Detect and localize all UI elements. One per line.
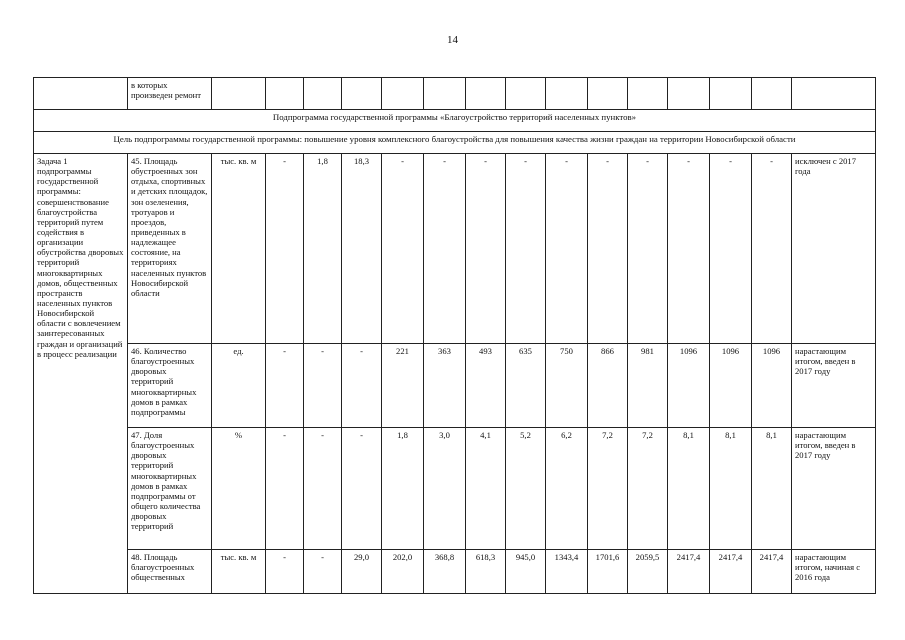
- note-cell: нарастающим итогом, начиная с 2016 года: [792, 550, 876, 594]
- value-cell: 5,2: [506, 428, 546, 550]
- value-cell: -: [588, 154, 628, 344]
- value-cell: -: [710, 154, 752, 344]
- value-cell: 8,1: [668, 428, 710, 550]
- value-cell: -: [466, 154, 506, 344]
- value-cell: 3,0: [424, 428, 466, 550]
- subprogram-title: Подпрограмма государственной программы «Благоустройство территорий населенных пунктов»: [34, 110, 876, 132]
- note-cell: нарастающим итогом, введен в 2017 году: [792, 428, 876, 550]
- value-cell: 618,3: [466, 550, 506, 594]
- value-cell: 8,1: [710, 428, 752, 550]
- value-cell: 1,8: [304, 154, 342, 344]
- value-cell: 368,8: [424, 550, 466, 594]
- value-cell: 202,0: [382, 550, 424, 594]
- value-cell: -: [304, 550, 342, 594]
- unit-cell: тыс. кв. м: [212, 550, 266, 594]
- subprogram-title-row: [34, 110, 876, 132]
- value-cell: 945,0: [506, 550, 546, 594]
- unit-cell: %: [212, 428, 266, 550]
- unit-cell: тыс. кв. м: [212, 154, 266, 344]
- value-cell: 493: [466, 344, 506, 428]
- value-cell: -: [266, 344, 304, 428]
- value-cell: 2417,4: [668, 550, 710, 594]
- value-cell: 29,0: [342, 550, 382, 594]
- value-cell: 981: [628, 344, 668, 428]
- empty-cell: [34, 78, 128, 110]
- indicator-cell: в которых произведен ремонт: [128, 78, 212, 110]
- value-cell: 1096: [668, 344, 710, 428]
- value-cell: 1096: [710, 344, 752, 428]
- value-cell: 1096: [752, 344, 792, 428]
- table-row: [34, 550, 876, 594]
- value-cell: -: [506, 154, 546, 344]
- table-row: [34, 78, 876, 110]
- value-cell: -: [304, 344, 342, 428]
- note-cell: исключен с 2017 года: [792, 154, 876, 344]
- value-cell: -: [628, 154, 668, 344]
- value-cell: -: [382, 154, 424, 344]
- indicator-cell: 48. Площадь благоустроенных общественных: [128, 550, 212, 594]
- task-cell: Задача 1 подпрограммы государственной программы: совершенствование благоустройства территорий путем содействия в организации обустройства дворовых территорий многоквартирных домов, общественных пространств населенных пунктов Новосибирской области с вовлечением заинтересованных граждан и организаций в процесс реализации: [34, 154, 128, 594]
- table-row: [34, 428, 876, 550]
- value-cell: -: [546, 154, 588, 344]
- value-cell: 1,8: [382, 428, 424, 550]
- value-cell: 1343,4: [546, 550, 588, 594]
- value-cell: 18,3: [342, 154, 382, 344]
- note-cell: нарастающим итогом, введен в 2017 году: [792, 344, 876, 428]
- value-cell: 866: [588, 344, 628, 428]
- indicator-cell: 45. Площадь обустроенных зон отдыха, спортивных и детских площадок, зон озеленения, тротуаров и проездов, приведенных в надлежащее состояние, на территориях населенных пунктов Новосибирской области: [128, 154, 212, 344]
- value-cell: 635: [506, 344, 546, 428]
- value-cell: 2059,5: [628, 550, 668, 594]
- indicator-cell: 47. Доля благоустроенных дворовых территорий многоквартирных домов в рамках подпрограммы от общего количества дворовых территорий: [128, 428, 212, 550]
- value-cell: -: [304, 428, 342, 550]
- unit-cell: ед.: [212, 344, 266, 428]
- subprogram-goal-row: [34, 132, 876, 154]
- indicators-table: [33, 77, 876, 594]
- value-cell: 363: [424, 344, 466, 428]
- value-cell: 221: [382, 344, 424, 428]
- value-cell: 8,1: [752, 428, 792, 550]
- value-cell: 4,1: [466, 428, 506, 550]
- value-cell: -: [668, 154, 710, 344]
- value-cell: 2417,4: [710, 550, 752, 594]
- value-cell: -: [342, 428, 382, 550]
- value-cell: -: [266, 428, 304, 550]
- value-cell: 6,2: [546, 428, 588, 550]
- indicator-cell: 46. Количество благоустроенных дворовых территорий многоквартирных домов в рамках подпрограммы: [128, 344, 212, 428]
- value-cell: 1701,6: [588, 550, 628, 594]
- value-cell: -: [752, 154, 792, 344]
- value-cell: 750: [546, 344, 588, 428]
- subprogram-goal: Цель подпрограммы государственной программы: повышение уровня комплексного благоустройства для повышения качества жизни граждан на территории Новосибирской области: [34, 132, 876, 154]
- page-number: 14: [447, 34, 458, 46]
- value-cell: -: [266, 154, 304, 344]
- value-cell: 7,2: [588, 428, 628, 550]
- value-cell: 2417,4: [752, 550, 792, 594]
- table-row: [34, 344, 876, 428]
- value-cell: -: [342, 344, 382, 428]
- value-cell: 7,2: [628, 428, 668, 550]
- table-row: [34, 154, 876, 344]
- value-cell: -: [266, 550, 304, 594]
- value-cell: -: [424, 154, 466, 344]
